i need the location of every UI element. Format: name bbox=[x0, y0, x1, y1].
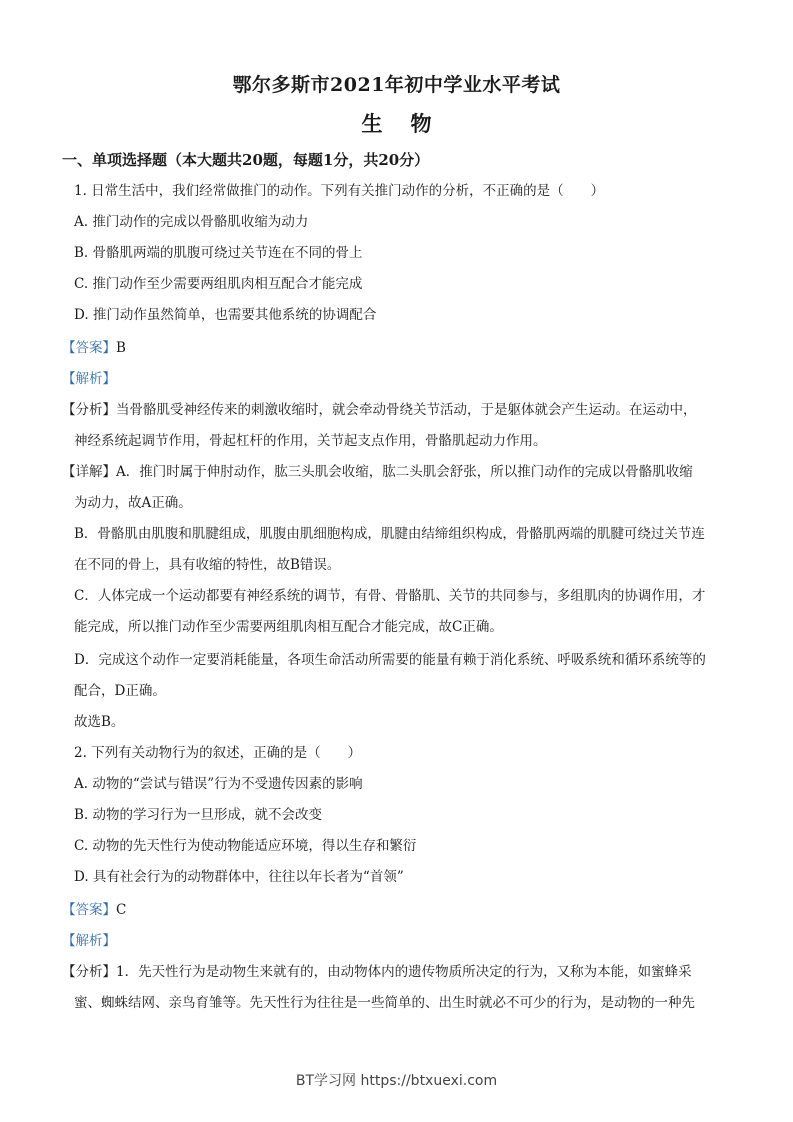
question-2-explain-tag bbox=[62, 932, 116, 950]
detail-tag: 【详解】 bbox=[62, 464, 116, 480]
question-2-stem: 2. 下列有关动物行为的叙述，正确的是（ ） bbox=[74, 745, 362, 761]
question-2-analysis-line-2: 蜜、蜘蛛结网、亲鸟育雏等。先天性行为往往是一些简单的、出生时就必不可少的行为，是动物的一种先 bbox=[74, 995, 695, 1011]
exam-title: 鄂尔多斯市2021年初中学业水平考试 bbox=[232, 74, 561, 96]
section-heading: 一、单项选择题（本大题共20题，每题1分，共20分） bbox=[62, 151, 430, 169]
question-2-option-d: D. 具有社会行为的动物群体中，往往以年长者为“首领” bbox=[74, 869, 404, 885]
question-1-option-b: B. 骨骼肌两端的肌腹可绕过关节连在不同的骨上 bbox=[74, 245, 363, 261]
question-1-detail-line-6: 能完成，所以推门动作至少需要两组肌肉相互配合才能完成，故C正确。 bbox=[74, 619, 503, 635]
question-1-explain-tag bbox=[62, 370, 116, 388]
analysis-tag: 【分析】 bbox=[62, 402, 116, 418]
question-1-conclusion: 故选B。 bbox=[74, 714, 125, 730]
question-2-analysis-line-1 bbox=[62, 963, 692, 981]
detail-text: A．推门时属于伸肘动作，肱三头肌会收缩，肱二头肌会舒张，所以推门动作的完成以骨骼肌收缩 bbox=[116, 464, 693, 480]
subject-title: 生物 bbox=[361, 111, 460, 136]
analysis-text: 1．先天性行为是动物生来就有的，由动物体内的遗传物质所决定的行为，又称为本能，如蜜蜂采 bbox=[116, 964, 692, 980]
question-2-option-c: C. 动物的先天性行为使动物能适应环境，得以生存和繁衍 bbox=[74, 838, 417, 854]
question-1-detail-line-7: D．完成这个动作一定要消耗能量，各项生命活动所需要的能量有赖于消化系统、呼吸系统和循环系统等的 bbox=[74, 652, 706, 668]
answer-value: C bbox=[116, 902, 127, 918]
question-1-option-d: D. 推门动作虽然简单，也需要其他系统的协调配合 bbox=[74, 307, 377, 323]
question-1-detail-line-5: C．人体完成一个运动都要有神经系统的调节，有骨、骨骼肌、关节的共同参与，多组肌肉的协调作用，才 bbox=[74, 588, 706, 604]
question-1-stem: 1. 日常生活中，我们经常做推门的动作。下列有关推门动作的分析，不正确的是（ ） bbox=[74, 183, 605, 199]
answer-tag: 【答案】 bbox=[62, 340, 116, 356]
question-2-answer bbox=[62, 901, 126, 919]
question-1-answer bbox=[62, 339, 126, 357]
analysis-tag: 【分析】 bbox=[62, 964, 116, 980]
footer-watermark: BT学习网 https://btxuexi.com bbox=[295, 1073, 498, 1089]
question-1-detail-line-8: 配合，D正确。 bbox=[74, 683, 166, 699]
question-1-detail-line-3: B．骨骼肌由肌腹和肌腱组成，肌腹由肌细胞构成，肌腱由结缔组织构成，骨骼肌两端的肌腱可绕过关节连 bbox=[74, 526, 705, 542]
answer-value: B bbox=[116, 340, 126, 356]
analysis-text: 当骨骼肌受神经传来的刺激收缩时，就会牵动骨绕关节活动，于是躯体就会产生运动。在运动中， bbox=[116, 402, 697, 418]
question-1-analysis-line-2: 神经系统起调节作用，骨起杠杆的作用，关节起支点作用，骨骼肌起动力作用。 bbox=[74, 433, 547, 449]
question-2-option-a: A. 动物的“尝试与错误”行为不受遗传因素的影响 bbox=[74, 776, 363, 792]
question-1-detail-line-4: 在不同的骨上，具有收缩的特性，故B错误。 bbox=[74, 557, 341, 573]
question-1-option-a: A. 推门动作的完成以骨骼肌收缩为动力 bbox=[74, 214, 309, 230]
question-1-detail-line-2: 为动力，故A正确。 bbox=[74, 495, 192, 511]
question-1-analysis-line-1 bbox=[62, 401, 697, 419]
explain-tag: 【解析】 bbox=[62, 933, 116, 949]
question-1-detail-line-1 bbox=[62, 463, 693, 481]
explain-tag: 【解析】 bbox=[62, 371, 116, 387]
question-2-option-b: B. 动物的学习行为一旦形成，就不会改变 bbox=[74, 807, 323, 823]
question-1-option-c: C. 推门动作至少需要两组肌肉相互配合才能完成 bbox=[74, 276, 363, 292]
answer-tag: 【答案】 bbox=[62, 902, 116, 918]
